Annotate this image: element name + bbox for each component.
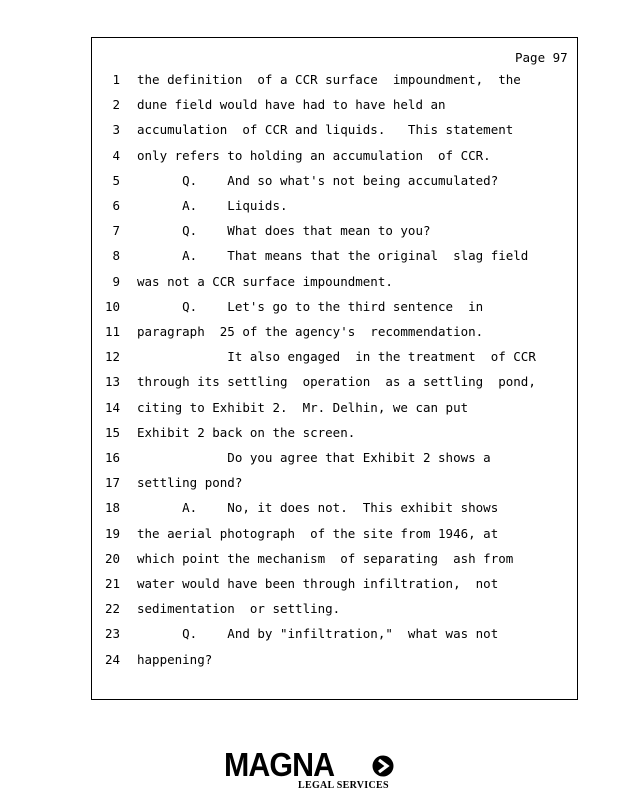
line-number: 15 [104,424,120,440]
transcript-line [0,70,618,90]
line-text: happening? [137,651,213,667]
transcript-line [0,498,618,518]
line-text: Q. Let's go to the third sentence in [137,298,484,314]
line-number: 1 [112,72,120,87]
transcript-line [0,549,618,569]
line-number: 19 [104,525,120,541]
line-text: Exhibit 2 back on the screen. [137,424,356,440]
line-number: 8 [112,248,120,264]
transcript-line [0,95,618,115]
transcript-line [0,574,618,594]
line-number: 22 [104,601,120,617]
magna-logo [224,746,396,794]
line-text: the aerial photograph of the site from 1946, at [137,525,499,541]
transcript-line [0,196,618,216]
line-number: 20 [104,550,120,566]
line-number: 17 [104,475,120,491]
transcript-line [0,297,618,317]
line-text: It also engaged in the treatment of CCR [137,349,536,365]
line-number: 4 [112,147,120,163]
line-number: 11 [104,324,120,339]
line-number: 6 [112,198,120,213]
line-text: only refers to holding an accumulation of CCR. [137,147,491,163]
transcript-line [0,624,618,644]
line-text: dune field would have had to have held an [137,97,446,113]
transcript-line [0,171,618,191]
transcript-line [0,372,618,392]
line-text: A. No, it does not. This exhibit shows [137,500,499,516]
line-number: 7 [112,223,120,239]
line-number: 12 [104,349,120,365]
line-number: 18 [104,500,120,516]
line-number: 9 [112,273,120,289]
line-text: Q. And so what's not being accumulated? [137,172,499,188]
logo-wordmark: MAGNA [224,746,335,783]
line-number: 3 [112,122,120,138]
transcript-line [0,322,618,342]
transcript-line [0,473,618,493]
transcript-line [0,599,618,619]
transcript-line [0,272,618,292]
line-text: A. Liquids. [137,198,288,213]
line-text: water would have been through infiltration, not [137,576,499,591]
line-number: 14 [104,399,120,415]
line-number: 10 [104,298,120,314]
chevron-circle-icon [372,755,394,777]
transcript-line [0,398,618,418]
line-text: through its settling operation as a settling pond, [137,374,536,390]
line-text: citing to Exhibit 2. Mr. Delhin, we can put [137,399,469,415]
line-number: 13 [104,374,120,390]
page-number-label: Page 97 [515,50,568,65]
line-number: 2 [112,97,120,113]
line-text: sedimentation or settling. [137,601,341,617]
line-text: accumulation of CCR and liquids. This statement [137,122,514,138]
transcript-line [0,448,618,468]
line-number: 23 [104,626,120,642]
line-number: 5 [112,172,120,188]
line-text: paragraph 25 of the agency's recommendation. [137,324,484,339]
line-number: 16 [104,450,120,465]
line-number: 21 [104,576,120,591]
line-text: A. That means that the original slag field [137,248,529,264]
line-text: the definition of a CCR surface impoundment, the [137,72,521,87]
transcript-line [0,524,618,544]
transcript-line [0,221,618,241]
line-text: Q. And by "infiltration," what was not [137,626,499,642]
line-text: which point the mechanism of separating ash from [137,550,514,566]
transcript-line [0,120,618,140]
transcript-line [0,146,618,166]
line-number: 24 [104,651,120,667]
line-text: was not a CCR surface impoundment. [137,273,393,289]
transcript-line [0,650,618,670]
line-text: settling pond? [137,475,243,491]
line-text: Q. What does that mean to you? [137,223,431,239]
line-text: Do you agree that Exhibit 2 shows a [137,450,491,465]
logo-subtitle: LEGAL SERVICES [298,780,389,791]
transcript-line [0,347,618,367]
transcript-line [0,423,618,443]
transcript-line [0,246,618,266]
